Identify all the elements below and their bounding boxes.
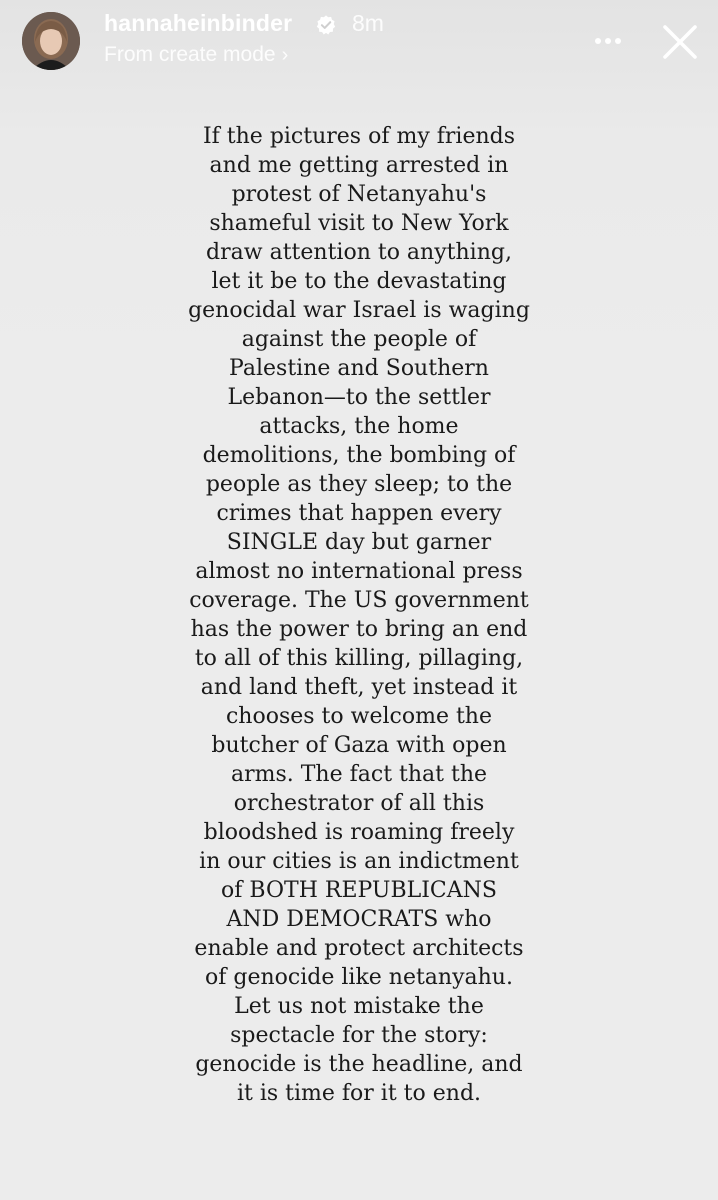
story-line: protest of Netanyahu's [231, 182, 487, 207]
story-line: demolitions, the bombing of [202, 443, 516, 468]
story-line: chooses to welcome the [225, 704, 492, 729]
story-line: Lebanon—to the settler [227, 385, 491, 410]
story-line: Palestine and Southern [229, 356, 489, 381]
story-line: people as they sleep; to the [205, 472, 513, 497]
story-line: shameful visit to New York [209, 211, 509, 236]
story-line: spectacle for the story: [230, 1023, 488, 1048]
story-line: has the power to bring an end [190, 617, 528, 642]
story-line: genocidal war Israel is waging [188, 298, 530, 323]
create-mode-link[interactable] [104, 43, 288, 67]
verified-badge-icon [315, 14, 337, 36]
story-line: let it be to the devastating [211, 269, 507, 294]
story-line: of genocide like netanyahu. [205, 965, 513, 990]
create-mode-label: From create mode [104, 43, 276, 66]
story-line: arms. The fact that the [230, 762, 488, 787]
story-line: Let us not mistake the [234, 994, 484, 1019]
story-line: it is time for it to end. [236, 1081, 482, 1106]
story-line: coverage. The US government [189, 588, 529, 613]
story-line: If the pictures of my friends [202, 124, 516, 149]
story-line: draw attention to anything, [206, 240, 512, 265]
story-header [0, 0, 718, 90]
story-line: almost no international press [195, 559, 523, 584]
story-line: orchestrator of all this [233, 791, 485, 816]
story-line: and land theft, yet instead it [200, 675, 518, 700]
story-line: bloodshed is roaming freely [203, 820, 515, 845]
chevron-right-icon: › [281, 44, 289, 66]
story-text [150, 122, 568, 1108]
story-line: AND DEMOCRATS who [226, 907, 492, 932]
more-options-icon[interactable] [588, 24, 628, 58]
story-line: genocide is the headline, and [195, 1052, 523, 1077]
story-line: butcher of Gaza with open [211, 733, 507, 758]
story-line: to all of this killing, pillaging, [194, 646, 524, 671]
story-line: crimes that happen every [216, 501, 502, 526]
story-line: SINGLE day but garner [226, 530, 492, 555]
post-timestamp: 8m [352, 10, 384, 36]
story-line: and me getting arrested in [209, 153, 509, 178]
story-line: of BOTH REPUBLICANS [221, 878, 497, 903]
story-line: attacks, the home [259, 414, 459, 439]
avatar[interactable] [22, 12, 80, 70]
story-line: against the people of [241, 327, 477, 352]
close-icon[interactable] [660, 22, 700, 62]
story-line: in our cities is an indictment [199, 849, 519, 874]
story-line: enable and protect architects [194, 936, 524, 961]
username[interactable]: hannaheinbinder [104, 10, 293, 36]
